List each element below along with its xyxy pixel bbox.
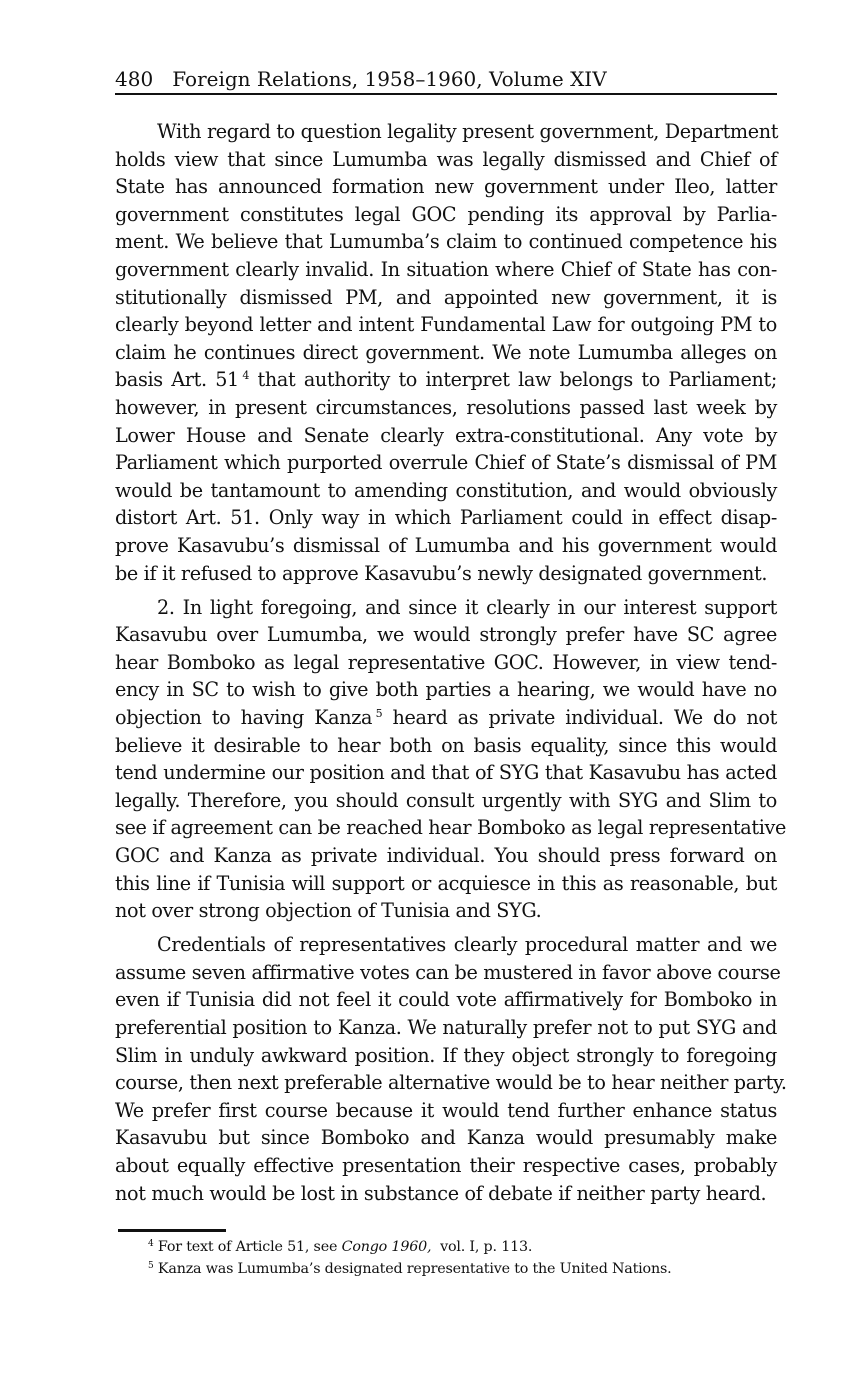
- text-line: Credentials of representatives clearly procedural matter and we: [157, 933, 777, 957]
- text-line: preferential position to Kanza. We naturally prefer not to put SYG and: [115, 1016, 777, 1039]
- running-header: [115, 66, 777, 95]
- text-line: State has announced formation new government under Ileo, latter: [115, 175, 777, 199]
- text-line: holds view that since Lumumba was legally dismissed and Chief of: [115, 147, 777, 171]
- text-line: Parliament which purported overrule Chief of State’s dismissal of PM: [115, 451, 777, 475]
- footnote-reference: 4: [242, 369, 250, 383]
- text-line: prove Kasavubu’s dismissal of Lumumba and his government would: [115, 533, 777, 557]
- text-line: basis Art. 51 $^4$ that authority to interpret law belongs to Parliament;: [115, 368, 777, 392]
- text-line: legally. Therefore, you should consult urgently with SYG and Slim to: [115, 788, 777, 812]
- text-line: not over strong objection of Tunisia and SYG.: [115, 899, 542, 923]
- footnotes: [148, 1236, 671, 1280]
- text-line: Slim in unduly awkward position. If they object strongly to foregoing: [115, 1043, 777, 1067]
- text-line: course, then next preferable alternative would be to hear neither party.: [115, 1071, 787, 1095]
- text-line: tend undermine our position and that of SYG that Kasavubu has acted: [115, 761, 777, 785]
- paragraph: [115, 594, 787, 925]
- text-line: government constitutes legal GOC pending its approval by Parlia-: [115, 202, 777, 226]
- text-line: be if it refused to approve Kasavubu’s newly designated government.: [115, 561, 768, 585]
- text-line: stitutionally dismissed PM, and appointed new government, it is: [115, 285, 777, 309]
- text-line: clearly beyond letter and intent Fundamental Law for outgoing PM to: [115, 313, 777, 337]
- text-line: objection to having Kanza $^5$ heard as private individual. We do not: [115, 705, 777, 729]
- text-line: distort Art. 51. Only way in which Parliament could in effect disap-: [115, 506, 777, 530]
- text-line: 2. In light foregoing, and since it clearly in our interest support: [157, 595, 777, 619]
- text-line: however, in present circumstances, resolutions passed last week by: [115, 395, 777, 419]
- text-line: assume seven affirmative votes can be mustered in favor above course: [115, 960, 781, 984]
- text-line: government clearly invalid. In situation where Chief of State has con-: [115, 257, 777, 281]
- text-line: GOC and Kanza as private individual. You should press forward on: [115, 843, 777, 867]
- text-line: claim he continues direct government. We note Lumumba alleges on: [115, 340, 777, 364]
- page-number: 480: [115, 67, 154, 91]
- text-line: hear Bomboko as legal representative GOC. However, in view tend-: [115, 650, 777, 674]
- text-line: We prefer first course because it would tend further enhance status: [115, 1098, 777, 1122]
- footnote-4: $^4$ For text of Article 51, see Congo 1960, vol. I, p. 113.: [148, 1239, 533, 1255]
- text-line: ency in SC to wish to give both parties a hearing, we would have no: [115, 678, 777, 702]
- body-text: [115, 118, 787, 1214]
- text-line: not much would be lost in substance of debate if neither party heard.: [115, 1181, 767, 1205]
- text-line: even if Tunisia did not feel it could vote affirmatively for Bomboko in: [115, 988, 777, 1012]
- text-line: see if agreement can be reached hear Bomboko as legal representative: [115, 816, 787, 840]
- paragraph: [115, 931, 787, 1207]
- text-line: Kasavubu but since Bomboko and Kanza would presumably make: [115, 1126, 777, 1150]
- text-line: about equally effective presentation their respective cases, probably: [115, 1153, 777, 1177]
- text-line: ment. We believe that Lumumba’s claim to continued competence his: [115, 230, 777, 254]
- paragraph: [115, 118, 777, 587]
- text-line: would be tantamount to amending constitution, and would obviously: [115, 478, 777, 502]
- footnote-divider: [118, 1229, 226, 1232]
- text-line: Lower House and Senate clearly extra-constitutional. Any vote by: [115, 423, 777, 447]
- footnote-5: $^5$ Kanza was Lumumba’s designated representative to the United Nations.: [148, 1261, 672, 1277]
- text-line: this line if Tunisia will support or acquiesce in this as reasonable, but: [115, 871, 777, 895]
- text-line: believe it desirable to hear both on basis equality, since this would: [115, 733, 777, 757]
- text-line: Kasavubu over Lumumba, we would strongly prefer have SC agree: [115, 623, 777, 647]
- footnote-reference: 5: [375, 706, 383, 720]
- volume-title: Foreign Relations, 1958–1960, Volume XIV: [172, 67, 607, 91]
- text-line: With regard to question legality present government, Department: [157, 120, 779, 143]
